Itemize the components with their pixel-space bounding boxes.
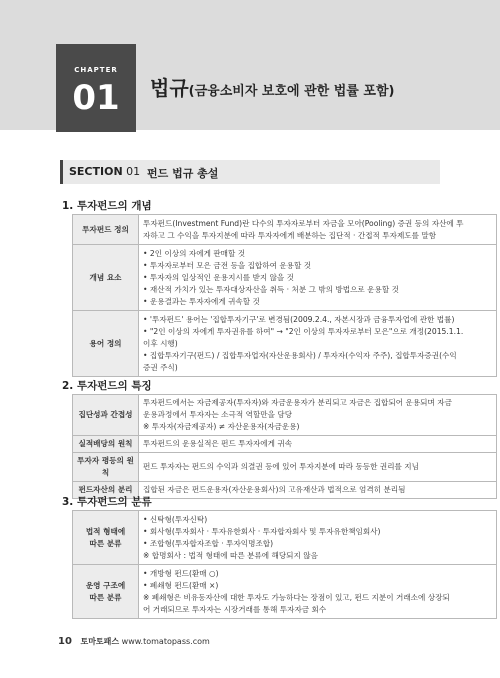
body-line: • 폐쇄형 펀드(환매 ×) (143, 580, 219, 590)
body-line: 이후 시행) (143, 338, 178, 348)
row-header: 투자자 평등의 원칙 (73, 453, 139, 482)
row-header: 펀드자산의 분리 (73, 482, 139, 499)
row-body (139, 453, 497, 482)
table-row (73, 453, 497, 482)
row-header: 실적배당의 원칙 (73, 436, 139, 453)
body-line: • '투자펀드' 용어는 '집합투자기구'로 변경됨(2009.2.4., 자본시장과 금융투자업에 관한 법률) (143, 314, 455, 324)
chapter-label: CHAPTER (74, 66, 118, 74)
section-title: 펀드 법규 총설 (147, 167, 219, 180)
body-line: 어 거래되므로 투자자는 시장거래를 통해 투자자금 회수 (143, 604, 327, 614)
body-line: 투자펀드의 운용실적은 펀드 투자자에게 귀속 (143, 439, 293, 448)
body-line: • 재산적 가치가 있는 투자대상자산을 취득 · 처분 그 밖의 방법으로 운용할 것 (143, 284, 399, 294)
body-line: • 신탁형(투자신탁) (143, 514, 208, 524)
body-line: • 회사형(투자회사 · 투자유한회사 · 투자합자회사 및 투자유한책임회사) (143, 526, 381, 536)
body-line: • 운용결과는 투자자에게 귀속할 것 (143, 296, 260, 306)
body-line: 집합된 자금은 펀드운용자(자산운용회사)의 고유재산과 법적으로 엄격히 분리됨 (143, 485, 406, 494)
row-header: 개념 요소 (73, 245, 139, 311)
body-line: • 2인 이상의 자에게 판매할 것 (143, 248, 246, 258)
row-header-line: 따른 분류 (89, 592, 122, 602)
row-header-line: 운영 구조에 (85, 580, 126, 590)
table-row (73, 395, 497, 436)
row-header: 투자펀드 정의 (73, 215, 139, 245)
table-row (73, 436, 497, 453)
section-bar (60, 160, 440, 184)
body-line: • 개방형 펀드(환매 ○) (143, 568, 219, 578)
section-label: SECTION (69, 165, 123, 178)
body-line: 펀드 투자자는 펀드의 수익과 의결권 등에 있어 투자지분에 따라 동등한 권리를 지님 (143, 462, 419, 471)
body-line: • 조합형(투자합자조합 · 투자익명조합) (143, 538, 274, 548)
section-number: 01 (126, 165, 141, 178)
heading-fund-classification: 3. 투자펀드의 분류 (62, 496, 152, 508)
row-body (139, 245, 497, 311)
row-header: 집단성과 간접성 (73, 395, 139, 436)
row-header (73, 511, 139, 565)
heading-fund-concept: 1. 투자펀드의 개념 (62, 200, 152, 212)
body-line: 투자펀드에서는 자금제공자(투자자)와 자금운용자가 분리되고 자금은 집합되어 운용되며 자금 (143, 398, 452, 407)
brand-name: 토마토패스 (80, 637, 120, 646)
table-row (73, 565, 497, 619)
table-fund-classification (72, 510, 497, 619)
body-line: ※ 투자자(자금제공자) ≠ 자산운용자(자금운용) (143, 422, 300, 431)
row-body (139, 482, 497, 499)
table-row (73, 215, 497, 245)
body-line: 운용과정에서 투자자는 소극적 역할만을 담당 (143, 410, 293, 419)
heading-fund-features: 2. 투자펀드의 특징 (62, 380, 152, 392)
row-body (139, 511, 497, 565)
body-line: • 투자자의 일상적인 운용지시를 받지 않을 것 (143, 272, 295, 282)
row-header-line: 따른 분류 (89, 538, 122, 548)
row-body (139, 436, 497, 453)
body-line: ※ 폐쇄형은 비유동자산에 대한 투자도 가능하다는 장점이 있고, 펀드 지분이 거래소에 상장되 (143, 592, 450, 602)
page-number: 10 (58, 636, 72, 647)
body-line: • "2인 이상의 자에게 투자권유를 하여" → "2인 이상의 투자자로부터 모은"으로 개정(2015.1.1. (143, 326, 464, 336)
table-row (73, 511, 497, 565)
row-body (139, 311, 497, 377)
table-fund-concept (72, 214, 497, 377)
body-line: ※ 합명회사 : 법적 형태에 따른 분류에 해당되지 않음 (143, 550, 318, 560)
page-footer (58, 636, 210, 647)
section-tag (69, 165, 140, 178)
chapter-title-main: 법규 (150, 76, 189, 100)
table-fund-features (72, 394, 497, 499)
body-line: • 투자자로부터 모은 금전 등을 집합하여 운용할 것 (143, 260, 312, 270)
body-line: 자하고 그 수익을 투자지분에 따라 투자자에게 배분하는 집단적 · 간접적 투자제도를 말함 (143, 230, 437, 240)
row-header: 용어 정의 (73, 311, 139, 377)
row-body (139, 215, 497, 245)
body-line: 투자펀드(Investment Fund)란 다수의 투자자로부터 자금을 모아(Pooling) 증권 등의 자산에 투 (143, 218, 464, 228)
row-body (139, 395, 497, 436)
table-row (73, 311, 497, 377)
body-line: • 집합투자기구(펀드) / 집합투자업자(자산운용회사) / 투자자(수익자 주주), 집합투자증권(수익 (143, 350, 457, 360)
row-header (73, 565, 139, 619)
chapter-title-sub: (금융소비자 보호에 관한 법률 포함) (188, 84, 395, 99)
row-body (139, 565, 497, 619)
body-line: 증권 주식) (143, 362, 178, 372)
row-header-line: 법적 형태에 (85, 526, 126, 536)
table-row (73, 245, 497, 311)
brand-url: www.tomatopass.com (121, 637, 210, 646)
chapter-badge (56, 44, 136, 132)
chapter-number: 01 (72, 78, 120, 118)
chapter-title (150, 72, 394, 101)
